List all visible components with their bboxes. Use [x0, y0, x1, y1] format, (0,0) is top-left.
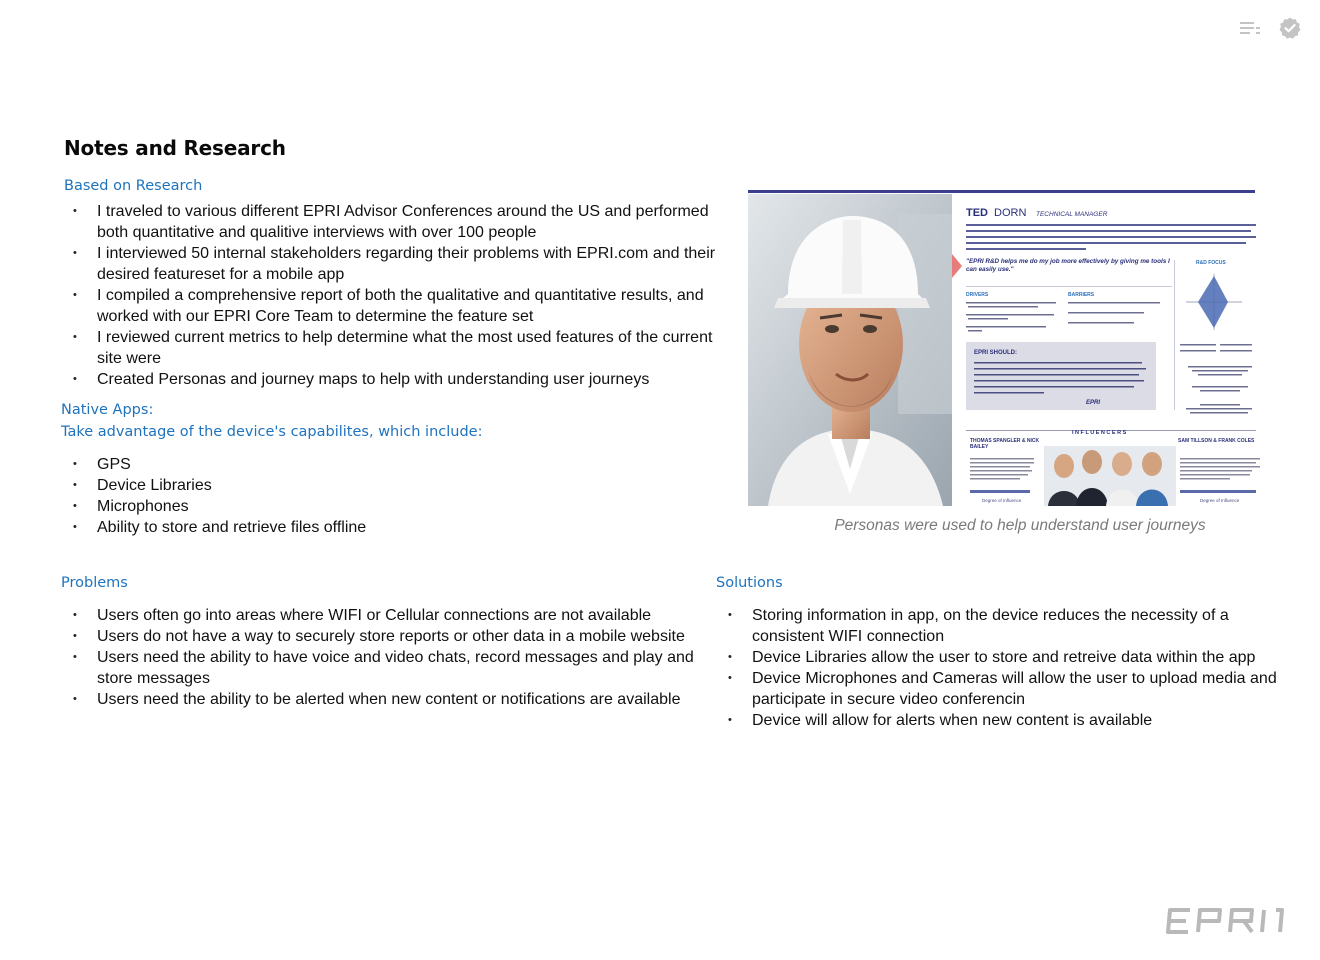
persona-radar-chart: [1186, 274, 1242, 330]
persona-caption: Personas were used to help understand user journeys: [834, 517, 1206, 534]
influencer-photos: [1044, 446, 1176, 506]
solution-item: • Device will allow for alerts when new content is available: [716, 710, 1286, 731]
problems-list: [61, 605, 701, 710]
persona-degree-right: Degree of Influence: [1200, 498, 1240, 503]
solutions-list: [716, 605, 1286, 731]
native-capability-item: • Device Libraries: [61, 475, 701, 496]
native-capability-item: • Microphones: [61, 496, 701, 517]
top-toolbar: [1238, 16, 1302, 40]
list-menu-icon[interactable]: [1238, 16, 1262, 40]
persona-drivers-label: DRIVERS: [966, 292, 989, 298]
epri-logo: [1164, 906, 1286, 936]
solution-item: • Device Microphones and Cameras will allow the user to upload media and participate in secure video conferencin: [716, 668, 1286, 710]
native-apps-heading: Native Apps:: [61, 402, 154, 418]
persona-portrait-illustration: [748, 194, 952, 506]
persona-role: TECHNICAL MANAGER: [1036, 211, 1108, 218]
research-heading: Based on Research: [64, 178, 203, 194]
problem-item: • Users often go into areas where WIFI or Cellular connections are not available: [61, 605, 701, 626]
persona-influencer-right: SAM TILLSON & FRANK COLES: [1178, 438, 1255, 444]
native-apps-subheading: Take advantage of the device's capabilites, which include:: [61, 424, 483, 440]
persona-last-name: DORN: [994, 207, 1027, 219]
research-item: • I compiled a comprehensive report of both the qualitative and quantitative results, and worked with our EPRI Core Team to determine the feature set: [61, 285, 725, 327]
solutions-heading: Solutions: [716, 575, 783, 591]
persona-photo: [748, 194, 952, 506]
research-item: • I reviewed current metrics to help determine what the most used features of the current site were: [61, 327, 725, 369]
persona-should-label: EPRI SHOULD:: [974, 350, 1018, 356]
research-list: [61, 201, 725, 390]
persona-image: [748, 186, 1268, 506]
solution-item: • Storing information in app, on the device reduces the necessity of a consistent WIFI connection: [716, 605, 1286, 647]
persona-card-graphic: [952, 194, 1268, 506]
persona-degree-left: Degree of Influence: [982, 498, 1022, 503]
persona-quote: "EPRI R&D helps me do my job more effectively by giving me tools I can easily use.": [966, 258, 1170, 273]
research-item: • I traveled to various different EPRI Advisor Conferences around the US and performed both quantitative and qualitive interviews with over 100 people: [61, 201, 725, 243]
page-title: Notes and Research: [64, 136, 286, 160]
problem-item: • Users do not have a way to securely store reports or other data in a mobile website: [61, 626, 701, 647]
persona-barriers-label: BARRIERS: [1068, 292, 1095, 298]
persona-influencers-label: I N F L U E N C E R S: [1072, 430, 1127, 436]
solution-item: • Device Libraries allow the user to store and retreive data within the app: [716, 647, 1286, 668]
native-capabilities-list: [61, 454, 701, 538]
persona-first-name: TED: [966, 207, 988, 219]
research-item: • Created Personas and journey maps to help with understanding user journeys: [61, 369, 725, 390]
problem-item: • Users need the ability to be alerted when new content or notifications are available: [61, 689, 701, 710]
problem-item: • Users need the ability to have voice and video chats, record messages and play and store messages: [61, 647, 701, 689]
verified-check-icon[interactable]: [1278, 16, 1302, 40]
persona-influencer-left: THOMAS SPANGLER & NICK BAILEY: [970, 438, 1040, 450]
persona-card: [952, 194, 1268, 506]
problems-heading: Problems: [61, 575, 128, 591]
native-capability-item: • GPS: [61, 454, 701, 475]
persona-top-bar: [748, 190, 1255, 193]
native-capability-item: • Ability to store and retrieve files offline: [61, 517, 701, 538]
research-item: • I interviewed 50 internal stakeholders regarding their problems with EPRI.com and their desired featureset for a mobile app: [61, 243, 725, 285]
persona-focus-label: R&D FOCUS: [1196, 260, 1226, 266]
persona-card-logo: EPRI: [1086, 400, 1101, 406]
